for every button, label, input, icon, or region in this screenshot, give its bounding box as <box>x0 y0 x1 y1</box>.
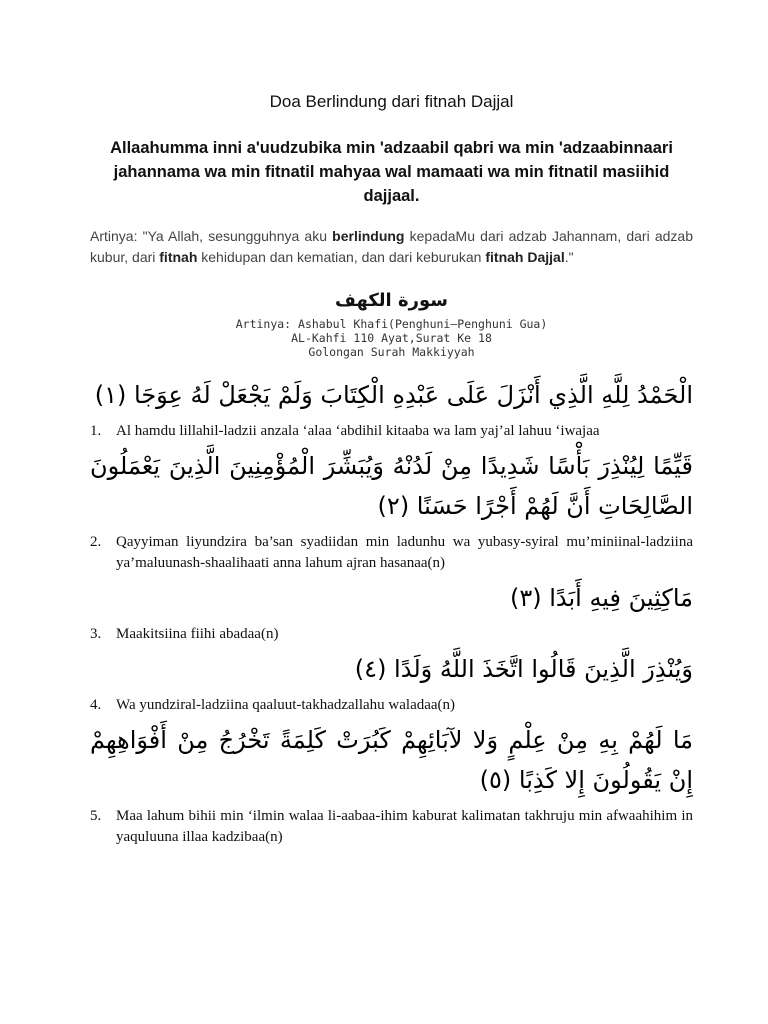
translation-text: kehidupan dan kematian, dan dari keburukan <box>197 249 486 265</box>
translation-text: Artinya: "Ya Allah, sesungguhnya aku <box>90 228 333 244</box>
verse-arabic: مَاكِثِينَ فِيهِ أَبَدًا (٣) <box>509 584 693 612</box>
verse-number: 3. <box>90 626 102 642</box>
verse-item <box>90 578 693 645</box>
bold-fitnah: fitnah <box>159 249 198 265</box>
verse-transliteration <box>90 624 693 645</box>
verse-number: 2. <box>90 534 102 550</box>
surah-meta <box>90 317 693 359</box>
verse-transliteration <box>90 695 693 716</box>
verse-arabic: مَا لَهُمْ بِهِ مِنْ عِلْمٍ وَلا لآبَائِهِمْ كَبُرَتْ كَلِمَةً تَخْرُجُ مِنْ أَفْوَاهِهِمْ إِنْ يَقُولُونَ إِلا كَذِبًا (٥) <box>90 726 693 794</box>
surah-meaning: Artinya: Ashabul Khafi(Penghuni–Penghuni Gua) <box>235 317 548 331</box>
verse-item <box>90 649 693 716</box>
document-page <box>90 92 693 852</box>
surah-name-arabic: سورة الكهف <box>335 290 448 311</box>
verse-arabic: وَيُنْذِرَ الَّذِينَ قَالُوا اتَّخَذَ اللَّهُ وَلَدًا (٤) <box>354 655 693 683</box>
verse-transliteration-text: Maa lahum bihii min ‘ilmin walaa li-aabaa-ihim kaburat kalimatan takhruju min afwaahihim in yaquluuna illaa kadzibaa(n) <box>116 808 693 845</box>
verse-arabic: الْحَمْدُ لِلَّهِ الَّذِي أَنْزَلَ عَلَى عَبْدِهِ الْكِتَابَ وَلَمْ يَجْعَلْ لَهُ عِوَجَا (١) <box>94 381 693 409</box>
verse-item <box>90 375 693 442</box>
surah-group: Golongan Surah Makkiyyah <box>308 345 475 359</box>
translation-text: kepadaMu dari adzab Jahannam, dari adzab kubur, dari <box>90 228 693 265</box>
verse-item <box>90 446 693 574</box>
verse-transliteration <box>90 532 693 574</box>
verse-number: 1. <box>90 423 102 439</box>
document-title: Doa Berlindung dari fitnah Dajjal <box>269 92 514 111</box>
bold-fitnah-dajjal: fitnah Dajjal <box>485 249 565 265</box>
verse-transliteration <box>90 421 693 442</box>
verse-number: 4. <box>90 697 102 713</box>
verse-transliteration-text: Maakitsiina fiihi abadaa(n) <box>116 626 279 642</box>
verse-arabic: قَيِّمًا لِيُنْذِرَ بَأْسًا شَدِيدًا مِنْ لَدُنْهُ وَيُبَشِّرَ الْمُؤْمِنِينَ الَّذِينَ يَعْمَلُونَ الصَّالِحَاتِ أَنَّ لَهُمْ أَجْرًا حَسَنًا (٢) <box>90 452 693 520</box>
doa-transliteration: Allaahumma inni a'uudzubika min 'adzaabil qabri wa min 'adzaabinnaari jahannama wa min fitnatil mahyaa wal mamaati wa min fitnatil masiihid dajjaal. <box>110 139 673 205</box>
verse-item <box>90 720 693 848</box>
verse-transliteration-text: Qayyiman liyundzira ba’san syadiidan min ladunhu wa yubasy-syiral mu’miniinal-ladziina ya’maluunash-shaalihaati anna lahum ajran hasanaa(n) <box>116 534 693 571</box>
doa-translation <box>90 226 693 268</box>
bold-berlindung: berlindung <box>332 228 405 244</box>
verse-transliteration <box>90 806 693 848</box>
verse-number: 5. <box>90 808 102 824</box>
verse-transliteration-text: Al hamdu lillahil-ladzii anzala ‘alaa ‘abdihil kitaaba wa lam yaj’al lahuu ‘iwajaa <box>116 423 600 439</box>
verse-list <box>90 375 693 848</box>
surah-info: AL-Kahfi 110 Ayat,Surat Ke 18 <box>291 331 492 345</box>
verse-transliteration-text: Wa yundziral-ladziina qaaluut-takhadzallahu waladaa(n) <box>116 697 456 713</box>
translation-text: ." <box>564 249 574 265</box>
